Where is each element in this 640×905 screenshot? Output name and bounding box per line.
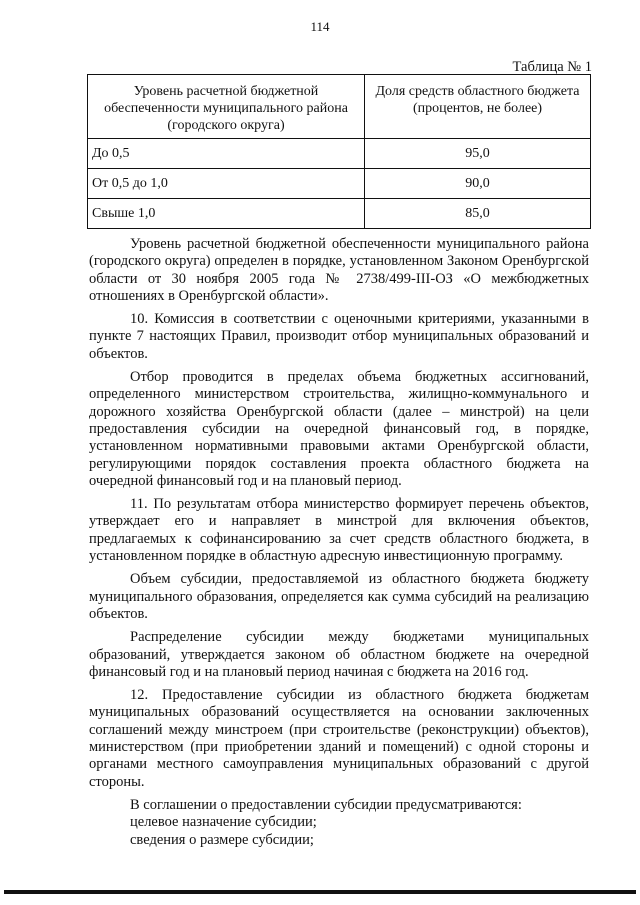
- bottom-rule: [4, 890, 636, 894]
- paragraph: В соглашении о предоставлении субсидии предусматриваются:: [130, 796, 522, 813]
- table-caption: Таблица № 1: [512, 59, 592, 75]
- table-header-level: Уровень расчетной бюджетной обеспеченности муниципального района (городского округа): [88, 75, 365, 139]
- table-cell-level: Свыше 1,0: [88, 199, 365, 229]
- table-header-row: [88, 75, 591, 139]
- table-row: [88, 139, 591, 169]
- paragraph: сведения о размере субсидии;: [130, 831, 314, 848]
- table-header-share: Доля средств областного бюджета (процентов, не более): [365, 75, 591, 139]
- paragraph: Объем субсидии, предоставляемой из областного бюджета бюджету муниципального образования, определяется как сумма субсидий на реализацию объектов.: [89, 571, 589, 622]
- table-cell-level: От 0,5 до 1,0: [88, 169, 365, 199]
- paragraph: целевое назначение субсидии;: [130, 814, 317, 831]
- table-cell-share: 85,0: [365, 199, 591, 229]
- table-cell-share: 90,0: [365, 169, 591, 199]
- page-number: 114: [310, 19, 330, 34]
- paragraph: Распределение субсидии между бюджетами муниципальных образований, утверждается законом об областном бюджете на очередной финансовый год и на плановый период начиная с бюджета на 2016 год.: [89, 629, 589, 680]
- paragraph: Отбор проводится в пределах объема бюджетных ассигнований, определенного министерством строительства, жилищно-коммунального и дорожного хозяйства Оренбургской области (далее – минстрой) на цели предоставления субсидии на очередной финансовый год, в порядке, установленном нормативными правовыми актами Оренбургской области, регулирующими порядок составления проекта областного бюджета на очередной финансовый год и на плановый период.: [89, 369, 589, 489]
- coefficient-table: [87, 74, 591, 229]
- paragraph: Уровень расчетной бюджетной обеспеченности муниципального района (городского округа) определен в порядке, установленном Законом Оренбургской области от 30 ноября 2005 года № 2738/499-III-ОЗ «О межбюджетных отношениях в Оренбургской области».: [89, 236, 589, 304]
- body-text: [89, 236, 589, 849]
- table-row: [88, 199, 591, 229]
- table-cell-share: 95,0: [365, 139, 591, 169]
- paragraph: 11. По результатам отбора министерство формирует перечень объектов, утверждает его и направляет в минстрой для включения объектов, предлагаемых к софинансированию за счет средств областного бюджета, в установленном порядке в областную адресную инвестиционную программу.: [89, 496, 589, 565]
- table-row: [88, 169, 591, 199]
- paragraph: 10. Комиссия в соответствии с оценочными критериями, указанными в пункте 7 настоящих Правил, производит отбор муниципальных образований и объектов.: [89, 311, 589, 362]
- table-cell-level: До 0,5: [88, 139, 365, 169]
- paragraph: 12. Предоставление субсидии из областного бюджета бюджетам муниципальных образований осуществляется на основании заключенных соглашений между минстроем (при строительстве (реконструкции) объектов), министерством (при приобретении зданий и помещений) с одной стороны и органами местного самоуправления муниципальных образований с другой стороны.: [89, 687, 589, 790]
